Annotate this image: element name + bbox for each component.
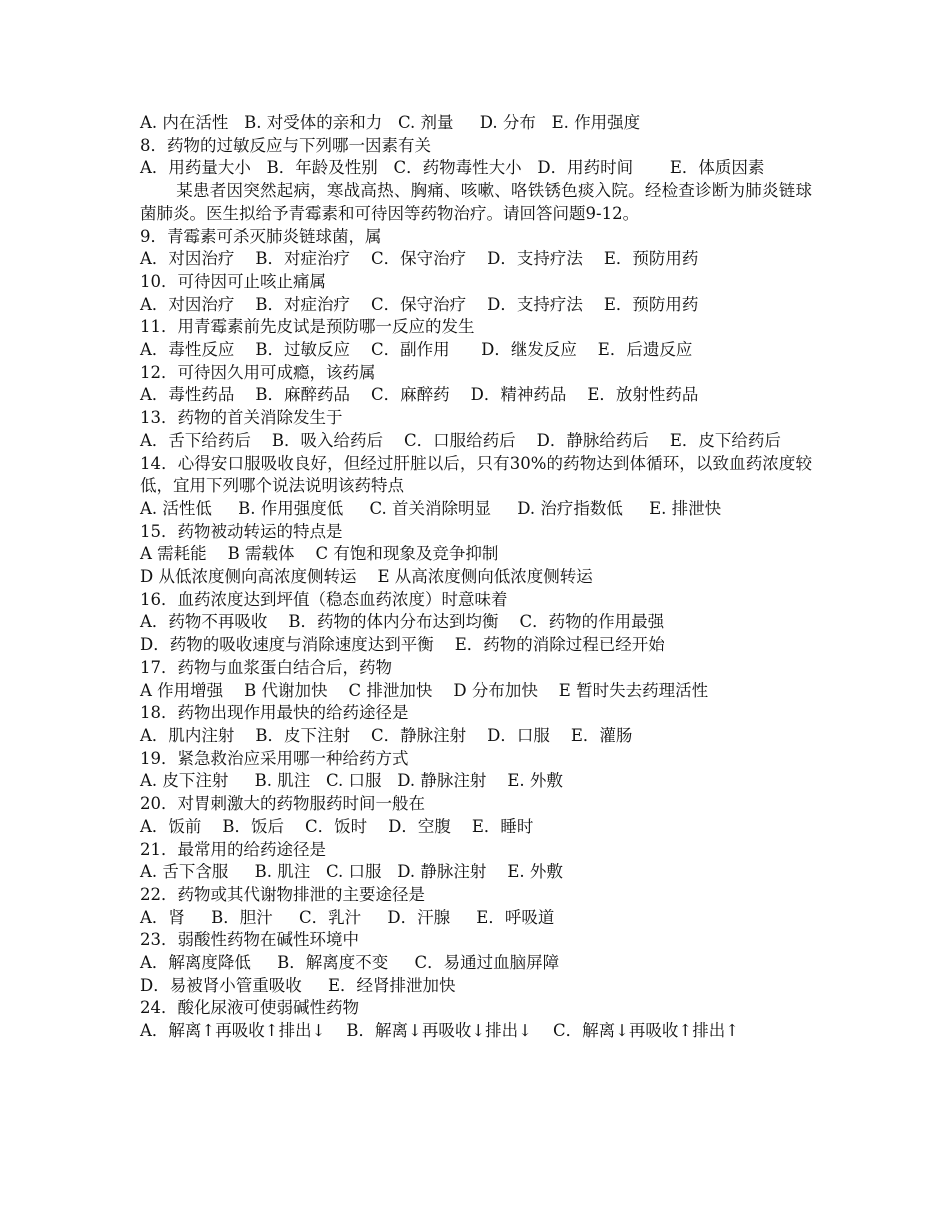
options-line: A. 皮下注射 B. 肌注 C. 口服 D. 静脉注射 E. 外敷: [140, 771, 563, 791]
text-line: A. 内在活性 B. 对受体的亲和力 C. 剂量 D. 分布 E. 作用强度: [140, 113, 641, 132]
options-line: A．解离度降低 B．解离度不变 C．易通过血脑屏障: [140, 953, 560, 973]
options-line: A. 舌下含服 B. 肌注 C. 口服 D. 静脉注射 E. 外敷: [140, 862, 563, 882]
question-line: 15．药物被动转运的特点是: [140, 521, 343, 541]
question-line: 21．最常用的给药途径是: [140, 839, 326, 859]
question-line: 17．药物与血浆蛋白结合后，药物: [140, 657, 392, 677]
question-line: 24．酸化尿液可使弱碱性药物: [140, 998, 359, 1018]
options-line: A．毒性药品 B．麻醉药品 C．麻醉药 D．精神药品 E．放射性药品: [140, 385, 699, 405]
options-line: A．肾 B．胆汁 C．乳汁 D．汗腺 E．呼吸道: [140, 907, 555, 927]
options-line: A. 活性低 B. 作用强度低 C. 首关消除明显 D. 治疗指数低 E. 排泄快: [140, 498, 722, 518]
question-line: 9．青霉素可杀灭肺炎链球菌，属: [140, 226, 382, 246]
question-line: 8．药物的过敏反应与下列哪一因素有关: [140, 135, 431, 155]
case-paragraph: 某患者因突然起病，寒战高热、胸痛、咳嗽、咯铁锈色痰入院。经检查诊断为肺炎链球菌肺炎。医生拟给予青霉素和可待因等药物治疗。请回答问题9-12。: [140, 181, 812, 223]
options-line: A 作用增强 B 代谢加快 C 排泄加快 D 分布加快 E 暂时失去药理活性: [140, 680, 709, 700]
options-line: A．肌内注射 B．皮下注射 C．静脉注射 D．口服 E．灌肠: [140, 725, 633, 745]
question-line: 19．紧急救治应采用哪一种给药方式: [140, 748, 409, 768]
options-line: A．对因治疗 B．对症治疗 C．保守治疗 D．支持疗法 E．预防用药: [140, 249, 699, 269]
options-line: A．药物不再吸收 B．药物的体内分布达到均衡 C．药物的作用最强: [140, 612, 665, 632]
options-line: A．用药量大小 B．年龄及性别 C．药物毒性大小 D．用药时间 E．体质因素: [140, 158, 765, 178]
question-line: 14．心得安口服吸收良好，但经过肝脏以后，只有30%的药物达到体循环，以致血药浓度较低，宜用下列哪个说法说明该药特点: [140, 453, 812, 496]
question-line: 12．可待因久用可成瘾，该药属: [140, 362, 376, 382]
options-line: A．解离↑再吸收↑排出↓ B．解离↓再吸收↓排出↓ C．解离↓再吸收↑排出↑: [140, 1021, 740, 1041]
question-line: 13．药物的首关消除发生于: [140, 408, 343, 428]
options-line: A．对因治疗 B．对症治疗 C．保守治疗 D．支持疗法 E．预防用药: [140, 294, 699, 314]
options-line: A．舌下给药后 B．吸入给药后 C．口服给药后 D．静脉给药后 E．皮下给药后: [140, 430, 781, 450]
document-page: [140, 112, 812, 1043]
question-line: 11．用青霉素前先皮试是预防哪一反应的发生: [140, 317, 475, 337]
question-line: 20．对胃刺激大的药物服药时间一般在: [140, 794, 425, 814]
options-line: A．毒性反应 B．过敏反应 C．副作用 D．继发反应 E．后遗反应: [140, 340, 693, 360]
question-line: 22．药物或其代谢物排泄的主要途径是: [140, 884, 425, 904]
options-line: D．易被肾小管重吸收 E．经肾排泄加快: [140, 975, 456, 995]
question-line: 18．药物出现作用最快的给药途径是: [140, 703, 409, 723]
question-line: 23．弱酸性药物在碱性环境中: [140, 930, 359, 950]
question-line: 10．可待因可止咳止痛属: [140, 271, 326, 291]
question-line: 16．血药浓度达到坪值（稳态血药浓度）时意味着: [140, 589, 508, 609]
options-line: D 从低浓度侧向高浓度侧转运 E 从高浓度侧向低浓度侧转运: [140, 567, 593, 587]
options-line: D．药物的吸收速度与消除速度达到平衡 E．药物的消除过程已经开始: [140, 635, 665, 655]
options-line: A．饭前 B．饭后 C．饭时 D．空腹 E．睡时: [140, 816, 534, 836]
options-line: A 需耗能 B 需载体 C 有饱和现象及竞争抑制: [140, 544, 499, 564]
